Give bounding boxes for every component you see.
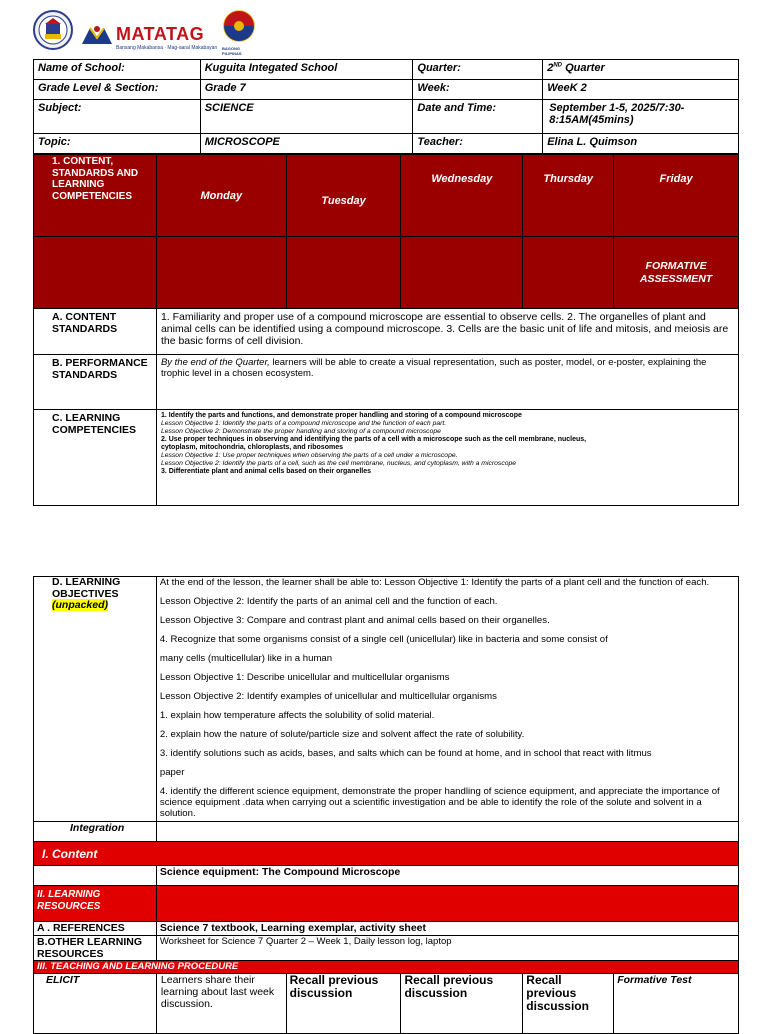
brand-matatag: MATATAG [116, 24, 205, 44]
lesson-plan-table [33, 576, 739, 1034]
date-label: Date and Time: [413, 100, 543, 134]
section1-heading: 1. CONTENT, STANDARDS AND LEARNING COMPETENCIES [34, 155, 157, 237]
grade-label: Grade Level & Section: [34, 80, 201, 100]
content-standards-text: 1. Familiarity and proper use of a compound microscope are essential to observe cells. 2. The organelles of plant and animal cells can be identified using a compound microscope. 3. Cells are the basic unit of life and mitosis, and meiosis are the basic forms of cell division. [156, 309, 738, 355]
learning-competencies-label: C. LEARNING COMPETENCIES [34, 410, 157, 506]
performance-standards-label: B. PERFORMANCE STANDARDS [34, 355, 157, 410]
content-heading: I. Content [34, 842, 739, 866]
objective-line: Lesson Objective 2: Identify the parts of an animal cell and the function of each. [159, 596, 498, 607]
elicit-label: ELICIT [34, 974, 157, 1034]
matatag-emblem-icon [80, 24, 114, 46]
other-resources-label: B.OTHER LEARNING RESOURCES [34, 936, 157, 961]
objective-line: Lesson Objective 3: Compare and contrast plant and animal cells based on their organelles. [159, 615, 550, 626]
day-friday: Friday [614, 155, 739, 237]
objective-line: paper [159, 767, 185, 778]
day-tuesday: Tuesday [286, 155, 401, 237]
deped-seal-icon [30, 10, 76, 50]
competency-line: 2. Use proper techniques in observing and identifying the parts of a cell with a microscope such as the cell membrane, nucleus, cytoplasm, mitochondria, chloroplasts, and ribosomes [160, 436, 587, 451]
elicit-tuesday: Recall previous discussion [286, 974, 401, 1034]
competency-line: 3. Differentiate plant and animal cells based on their organelles [160, 468, 371, 475]
info-table [33, 59, 739, 154]
elicit-thursday: Recall previous discussion [523, 974, 614, 1034]
teacher-label: Teacher: [413, 134, 543, 154]
brand-tagline: Bansang Makabansa · Mag-aaral Makabayan [116, 45, 218, 51]
elicit-friday: Formative Test [614, 974, 739, 1034]
learning-resources-heading: II. LEARNING RESOURCES [34, 886, 157, 922]
competency-line: 1. Identify the parts and functions, and demonstrate proper handling and storing of a compound microscope [160, 412, 522, 419]
learning-objectives-text [156, 577, 738, 822]
objective-line: 3. identify solutions such as acids, bases, and salts which can be found at home, and in school that react with litmus [159, 748, 652, 759]
school-value: Kuguita Integated School [200, 60, 413, 80]
teacher-value: Elina L. Quimson [543, 134, 739, 154]
competency-line: Lesson Objective 2: Demonstrate the proper handling and storing of a compound microscope [160, 428, 441, 435]
school-label: Name of School: [34, 60, 201, 80]
procedure-heading: III. TEACHING AND LEARNING PROCEDURE [34, 961, 739, 974]
learning-objectives-label: D. LEARNING OBJECTIVES (unpacked) [34, 577, 157, 822]
integration-label: Integration [34, 822, 157, 842]
competency-line: Lesson Objective 2: Identify the parts of a cell, such as the cell membrane, nucleus, and cytoplasm, with a microscope [160, 460, 517, 467]
objective-line: 4. Recognize that some organisms consist of a single cell (unicellular) like in bacteria and some consist of [159, 634, 608, 645]
content-value: Science equipment: The Compound Microscope [156, 866, 738, 886]
header-logos [30, 8, 250, 56]
objective-line: Lesson Objective 1: Describe unicellular and multicellular organisms [159, 672, 450, 683]
quarter-label: Quarter: [413, 60, 543, 80]
day-thursday: Thursday [523, 155, 614, 237]
objective-line: Lesson Objective 2: Identify examples of unicellular and multicellular organisms [159, 691, 497, 702]
subject-value: SCIENCE [200, 100, 413, 134]
topic-value: MICROSCOPE [200, 134, 413, 154]
week-value: WeeK 2 [543, 80, 739, 100]
content-standards-label: A. CONTENT STANDARDS [34, 309, 157, 355]
subject-label: Subject: [34, 100, 201, 134]
bagong-pilipinas-text: BAGONG PILIPINAS [222, 46, 242, 56]
learning-competencies-text [156, 410, 738, 506]
formative-assessment-header: FORMATIVE ASSESSMENT [614, 237, 739, 309]
objective-line: 2. explain how the nature of solute/particle size and solvent affect the rate of solubility. [159, 729, 525, 740]
quarter-value: 2ND Quarter [543, 60, 739, 80]
elicit-monday: Learners share their learning about last week discussion. [156, 974, 286, 1034]
competency-line: Lesson Objective 1: Use proper techniques when observing the parts of a cell under a microscope. [160, 452, 458, 459]
elicit-wednesday: Recall previous discussion [401, 974, 523, 1034]
unpacked-highlight: (unpacked) [52, 599, 109, 611]
other-resources-value: Worksheet for Science 7 Quarter 2 – Week 1, Daily lesson log, laptop [156, 936, 738, 961]
date-value: September 1-5, 2025/7:30-8:15AM(45mins) [543, 100, 739, 134]
references-value: Science 7 textbook, Learning exemplar, activity sheet [156, 922, 738, 936]
objective-line: At the end of the lesson, the learner shall be able to: Lesson Objective 1: Identify the parts of a plant cell and the function of each. [159, 577, 710, 588]
objective-line: 4. identify the different science equipment, demonstrate the proper handling of science equipment, and appreciate the importance of science equipment .data when carrying out a scientific investigation and be able to identify the role of the solute and solvent in a solution. [159, 786, 720, 819]
day-monday: Monday [156, 155, 286, 237]
objective-line: 1. explain how temperature affects the solubility of solid material. [159, 710, 435, 721]
performance-standards-text: By the end of the Quarter, learners will be able to create a visual representation, such as poster, model, or e-poster, explaining the trophic level in a chosen ecosystem. [156, 355, 738, 410]
bagong-pilipinas-logo-icon [218, 8, 260, 46]
topic-label: Topic: [34, 134, 201, 154]
references-label: A . REFERENCES [34, 922, 157, 936]
week-label: Week: [413, 80, 543, 100]
standards-table [33, 154, 739, 506]
objective-line: many cells (multicellular) like in a human [159, 653, 333, 664]
grade-value: Grade 7 [200, 80, 413, 100]
day-wednesday: Wednesday [401, 155, 523, 237]
competency-line: Lesson Objective 1: Identify the parts of a compound microscope and the function of each part. [160, 420, 447, 427]
